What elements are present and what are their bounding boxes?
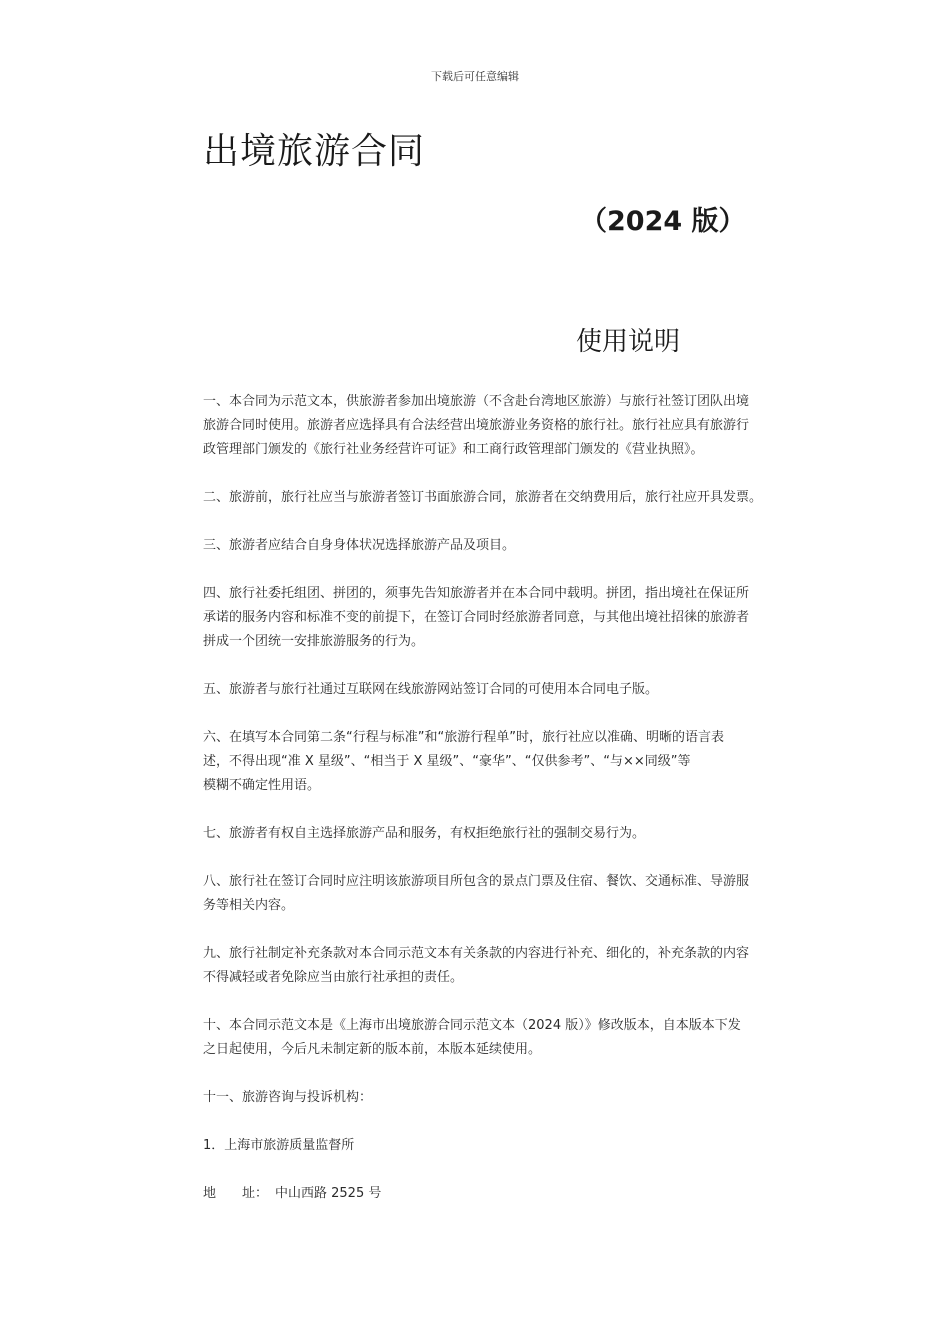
address-value: 中山西路 2525 号 bbox=[275, 1186, 382, 1201]
paragraph-9: 九、旅行社制定补充条款对本合同示范文本有关条款的内容进行补充、细化的，补充条款的内容 不得减轻或者免除应当由旅行社承担的责任。 bbox=[203, 946, 750, 985]
paragraph-11: 十一、旅游咨询与投诉机构： bbox=[203, 1090, 373, 1105]
address-line bbox=[203, 1182, 815, 1206]
paragraph-6: 六、在填写本合同第二条“行程与标准”和“旅游行程单”时，旅行社应以准确、明晰的语言表 述，不得出现“准 X 星级”、“相当于 X 星级”、“豪华”、“仅供参考”、“与××同级”等 模糊不确定性用语。 bbox=[203, 730, 724, 793]
address-label: 地 址： bbox=[203, 1186, 269, 1201]
paragraph-4: 四、旅行社委托组团、拼团的，须事先告知旅游者并在本合同中载明。拼团，指出境社在保证所 承诺的服务内容和标准不变的前提下，在签订合同时经旅游者同意，与其他出境社招徕的旅游者 拼成一个团统一安排旅游服务的行为。 bbox=[203, 586, 750, 649]
paragraph-12: 1．上海市旅游质量监督所 bbox=[203, 1138, 355, 1153]
document-title: 出境旅游合同 bbox=[203, 131, 426, 172]
paragraph-5: 五、旅游者与旅行社通过互联网在线旅游网站签订合同的可使用本合同电子版。 bbox=[203, 682, 659, 697]
usage-notes-body bbox=[203, 390, 815, 1230]
paragraph-10: 十、本合同示范文本是《上海市出境旅游合同示范文本（2024 版）》修改版本，自本版本下发 之日起使用，今后凡未制定新的版本前，本版本延续使用。 bbox=[203, 1018, 741, 1057]
paragraph-8: 八、旅行社在签订合同时应注明该旅游项目所包含的景点门票及住宿、餐饮、交通标准、导游服 务等相关内容。 bbox=[203, 874, 750, 913]
header-note: 下载后可任意编辑 bbox=[431, 70, 519, 83]
paragraph-3: 三、旅游者应结合自身身体状况选择旅游产品及项目。 bbox=[203, 538, 516, 553]
paragraph-7: 七、旅游者有权自主选择旅游产品和服务，有权拒绝旅行社的强制交易行为。 bbox=[203, 826, 646, 841]
paragraph-2: 二、旅游前，旅行社应当与旅游者签订书面旅游合同，旅游者在交纳费用后，旅行社应开具发票。 bbox=[203, 490, 763, 505]
section-heading-usage-notes: 使用说明 bbox=[576, 327, 681, 357]
paragraph-1: 一、本合同为示范文本，供旅游者参加出境旅游（不含赴台湾地区旅游）与旅行社签订团队出境 旅游合同时使用。旅游者应选择具有合法经营出境旅游业务资格的旅行社。旅行社应具有旅游行 政管理部门颁发的《旅行社业务经营许可证》和工商行政管理部门颁发的《营业执照》。 bbox=[203, 394, 750, 457]
document-version: （2024 版） bbox=[580, 206, 746, 237]
